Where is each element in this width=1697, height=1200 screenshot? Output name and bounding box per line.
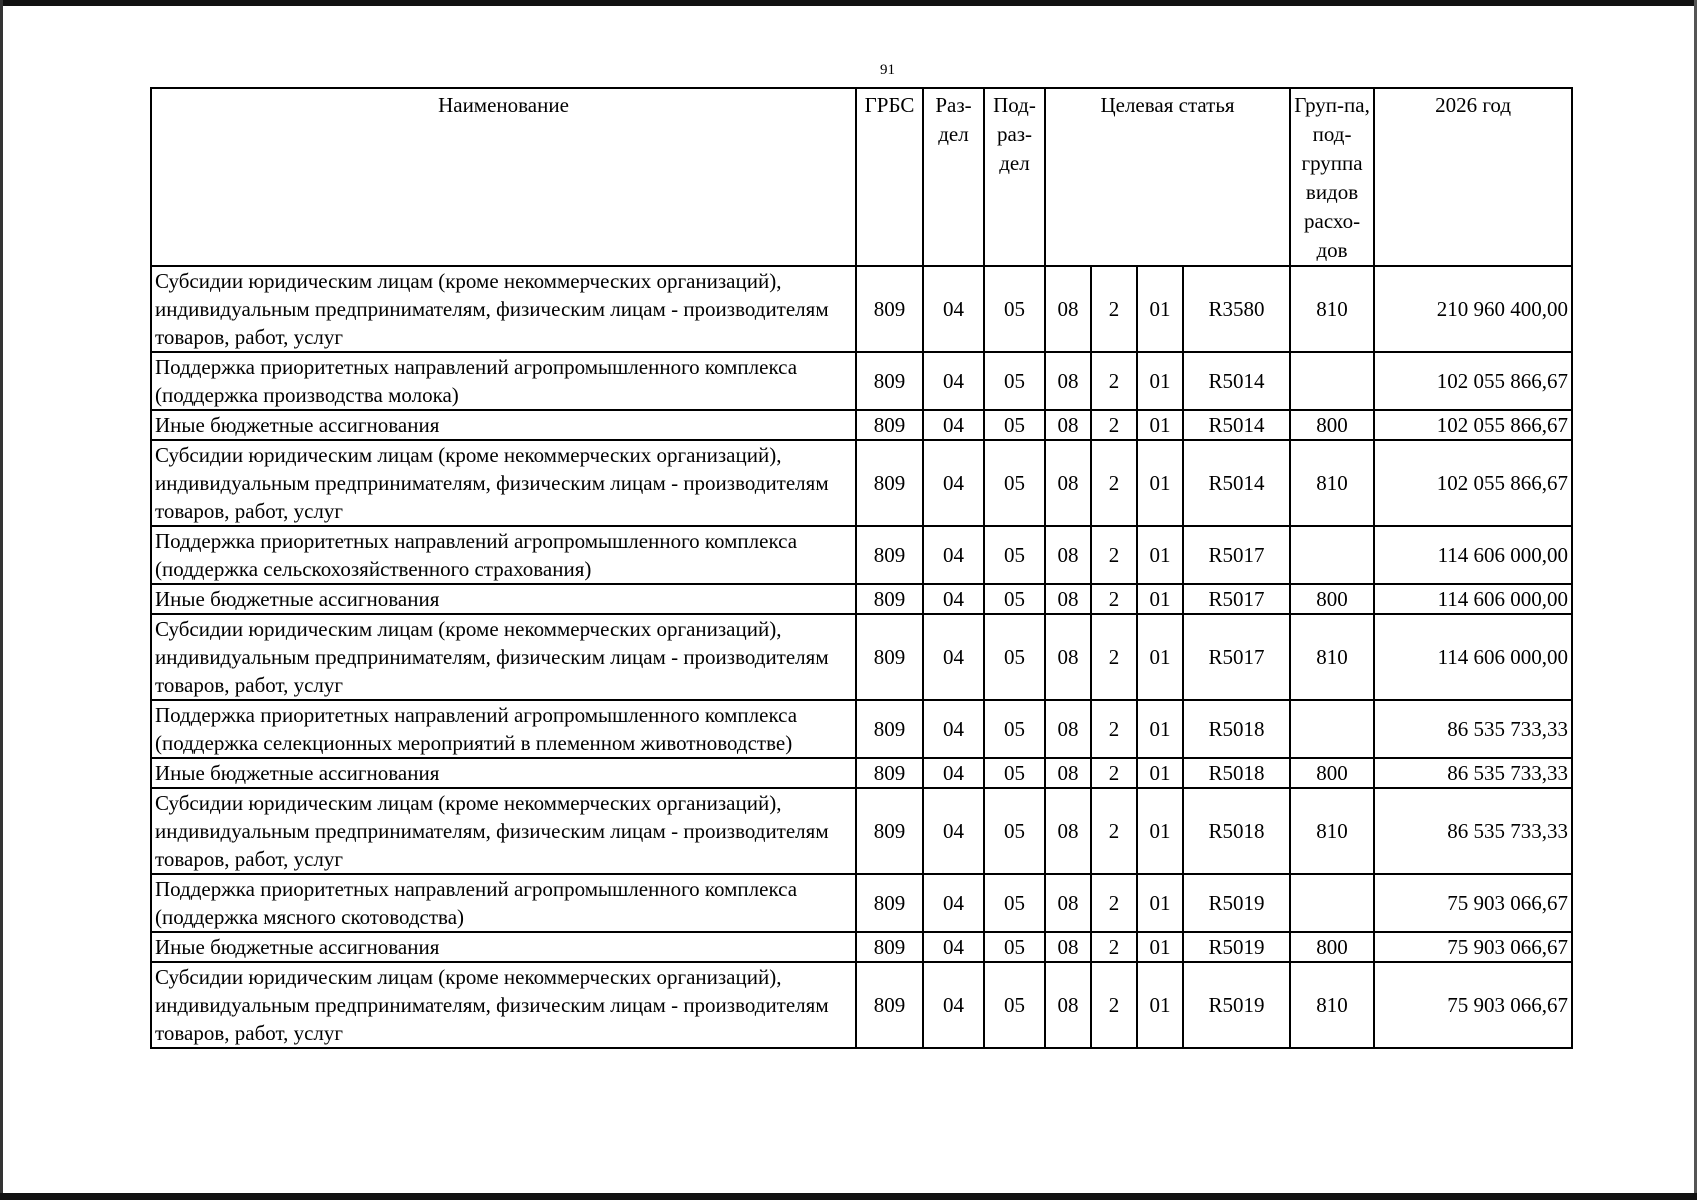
table-row	[151, 440, 1572, 526]
cell-grbs: 809	[856, 614, 923, 700]
cell-target-program: 08	[1045, 352, 1091, 410]
cell-grbs: 809	[856, 410, 923, 440]
cell-target-type: 2	[1091, 758, 1137, 788]
table-row	[151, 526, 1572, 584]
cell-target-program: 08	[1045, 758, 1091, 788]
cell-target-subprogram: 01	[1137, 440, 1183, 526]
cell-target-program: 08	[1045, 266, 1091, 352]
cell-grbs: 809	[856, 758, 923, 788]
cell-expense-group	[1290, 874, 1374, 932]
cell-grbs: 809	[856, 440, 923, 526]
budget-table	[150, 87, 1573, 1049]
table-row	[151, 700, 1572, 758]
cell-razdel: 04	[923, 266, 984, 352]
cell-name: Поддержка приоритетных направлений агропромышленного комплекса (поддержка селекционных мероприятий в племенном животноводстве)	[151, 700, 856, 758]
cell-target-type: 2	[1091, 788, 1137, 874]
cell-amount: 75 903 066,67	[1374, 932, 1572, 962]
cell-podrazdel: 05	[984, 410, 1045, 440]
cell-expense-group: 800	[1290, 758, 1374, 788]
cell-target-type: 2	[1091, 584, 1137, 614]
cell-amount: 114 606 000,00	[1374, 584, 1572, 614]
cell-podrazdel: 05	[984, 614, 1045, 700]
cell-podrazdel: 05	[984, 962, 1045, 1048]
scan-edge-left	[0, 0, 3, 1200]
cell-target-program: 08	[1045, 584, 1091, 614]
cell-target-subprogram: 01	[1137, 352, 1183, 410]
cell-name: Иные бюджетные ассигнования	[151, 758, 856, 788]
cell-expense-group	[1290, 700, 1374, 758]
cell-razdel: 04	[923, 700, 984, 758]
scan-edge-top	[0, 0, 1697, 6]
cell-amount: 114 606 000,00	[1374, 614, 1572, 700]
cell-expense-group: 810	[1290, 614, 1374, 700]
cell-target-subprogram: 01	[1137, 266, 1183, 352]
table-row	[151, 266, 1572, 352]
cell-target-code: R5019	[1183, 874, 1290, 932]
cell-target-subprogram: 01	[1137, 700, 1183, 758]
cell-target-type: 2	[1091, 932, 1137, 962]
cell-name: Субсидии юридическим лицам (кроме некоммерческих организаций), индивидуальным предпринимателям, физическим лицам - производителям товаров, работ, услуг	[151, 962, 856, 1048]
table-body	[151, 266, 1572, 1048]
scan-edge-bottom	[0, 1193, 1697, 1200]
cell-target-subprogram: 01	[1137, 932, 1183, 962]
cell-grbs: 809	[856, 788, 923, 874]
table-header-row	[151, 88, 1572, 266]
cell-target-code: R5018	[1183, 700, 1290, 758]
cell-expense-group	[1290, 352, 1374, 410]
cell-target-type: 2	[1091, 410, 1137, 440]
page-number: 91	[880, 62, 895, 78]
cell-name: Поддержка приоритетных направлений агропромышленного комплекса (поддержка сельскохозяйственного страхования)	[151, 526, 856, 584]
cell-expense-group: 800	[1290, 584, 1374, 614]
cell-target-subprogram: 01	[1137, 758, 1183, 788]
table-row	[151, 962, 1572, 1048]
cell-target-subprogram: 01	[1137, 614, 1183, 700]
cell-target-program: 08	[1045, 788, 1091, 874]
cell-podrazdel: 05	[984, 932, 1045, 962]
cell-expense-group: 810	[1290, 266, 1374, 352]
cell-razdel: 04	[923, 410, 984, 440]
cell-target-code: R5017	[1183, 526, 1290, 584]
cell-expense-group: 810	[1290, 788, 1374, 874]
cell-target-subprogram: 01	[1137, 962, 1183, 1048]
cell-razdel: 04	[923, 526, 984, 584]
cell-name: Субсидии юридическим лицам (кроме некоммерческих организаций), индивидуальным предпринимателям, физическим лицам - производителям товаров, работ, услуг	[151, 440, 856, 526]
cell-razdel: 04	[923, 932, 984, 962]
table-row	[151, 614, 1572, 700]
cell-name: Поддержка приоритетных направлений агропромышленного комплекса (поддержка мясного скотоводства)	[151, 874, 856, 932]
cell-amount: 86 535 733,33	[1374, 758, 1572, 788]
cell-target-program: 08	[1045, 440, 1091, 526]
cell-grbs: 809	[856, 700, 923, 758]
cell-expense-group: 800	[1290, 410, 1374, 440]
cell-amount: 210 960 400,00	[1374, 266, 1572, 352]
cell-amount: 114 606 000,00	[1374, 526, 1572, 584]
cell-name: Иные бюджетные ассигнования	[151, 932, 856, 962]
cell-podrazdel: 05	[984, 874, 1045, 932]
table-row	[151, 874, 1572, 932]
cell-name: Поддержка приоритетных направлений агропромышленного комплекса (поддержка производства молока)	[151, 352, 856, 410]
cell-amount: 86 535 733,33	[1374, 700, 1572, 758]
cell-podrazdel: 05	[984, 526, 1045, 584]
cell-target-program: 08	[1045, 874, 1091, 932]
cell-target-program: 08	[1045, 526, 1091, 584]
cell-name: Субсидии юридическим лицам (кроме некоммерческих организаций), индивидуальным предпринимателям, физическим лицам - производителям товаров, работ, услуг	[151, 614, 856, 700]
cell-grbs: 809	[856, 584, 923, 614]
cell-amount: 102 055 866,67	[1374, 410, 1572, 440]
cell-expense-group: 810	[1290, 962, 1374, 1048]
cell-name: Субсидии юридическим лицам (кроме некоммерческих организаций), индивидуальным предпринимателям, физическим лицам - производителям товаров, работ, услуг	[151, 788, 856, 874]
cell-razdel: 04	[923, 440, 984, 526]
table-row	[151, 758, 1572, 788]
table-row	[151, 788, 1572, 874]
cell-amount: 102 055 866,67	[1374, 440, 1572, 526]
cell-razdel: 04	[923, 758, 984, 788]
header-razdel: Раз-дел	[923, 88, 984, 266]
cell-amount: 86 535 733,33	[1374, 788, 1572, 874]
cell-amount: 102 055 866,67	[1374, 352, 1572, 410]
table-row	[151, 410, 1572, 440]
cell-target-code: R5014	[1183, 410, 1290, 440]
header-grbs: ГРБС	[856, 88, 923, 266]
cell-target-type: 2	[1091, 874, 1137, 932]
cell-podrazdel: 05	[984, 266, 1045, 352]
cell-razdel: 04	[923, 874, 984, 932]
cell-podrazdel: 05	[984, 788, 1045, 874]
header-podrazdel: Под-раз-дел	[984, 88, 1045, 266]
cell-podrazdel: 05	[984, 440, 1045, 526]
cell-target-subprogram: 01	[1137, 584, 1183, 614]
cell-target-program: 08	[1045, 962, 1091, 1048]
cell-target-subprogram: 01	[1137, 410, 1183, 440]
cell-target-type: 2	[1091, 526, 1137, 584]
cell-grbs: 809	[856, 962, 923, 1048]
table-row	[151, 584, 1572, 614]
cell-grbs: 809	[856, 352, 923, 410]
cell-target-subprogram: 01	[1137, 526, 1183, 584]
cell-expense-group: 800	[1290, 932, 1374, 962]
table-row	[151, 932, 1572, 962]
cell-target-code: R5014	[1183, 352, 1290, 410]
cell-grbs: 809	[856, 266, 923, 352]
header-target-article: Целевая статья	[1045, 88, 1290, 266]
cell-target-program: 08	[1045, 410, 1091, 440]
cell-podrazdel: 05	[984, 758, 1045, 788]
cell-razdel: 04	[923, 962, 984, 1048]
header-year-2026: 2026 год	[1374, 88, 1572, 266]
cell-target-code: R3580	[1183, 266, 1290, 352]
cell-target-code: R5018	[1183, 788, 1290, 874]
cell-target-code: R5019	[1183, 962, 1290, 1048]
cell-target-type: 2	[1091, 440, 1137, 526]
header-expense-group: Груп-па, под-группа видов расхо-дов	[1290, 88, 1374, 266]
table-row	[151, 352, 1572, 410]
cell-target-code: R5019	[1183, 932, 1290, 962]
cell-grbs: 809	[856, 526, 923, 584]
cell-target-subprogram: 01	[1137, 788, 1183, 874]
cell-name: Иные бюджетные ассигнования	[151, 410, 856, 440]
cell-razdel: 04	[923, 584, 984, 614]
cell-target-code: R5017	[1183, 584, 1290, 614]
cell-target-program: 08	[1045, 700, 1091, 758]
cell-podrazdel: 05	[984, 352, 1045, 410]
cell-razdel: 04	[923, 352, 984, 410]
header-name: Наименование	[151, 88, 856, 266]
cell-amount: 75 903 066,67	[1374, 962, 1572, 1048]
cell-target-type: 2	[1091, 352, 1137, 410]
cell-target-type: 2	[1091, 700, 1137, 758]
cell-target-code: R5018	[1183, 758, 1290, 788]
cell-expense-group	[1290, 526, 1374, 584]
cell-name: Иные бюджетные ассигнования	[151, 584, 856, 614]
cell-target-type: 2	[1091, 266, 1137, 352]
cell-name: Субсидии юридическим лицам (кроме некоммерческих организаций), индивидуальным предпринимателям, физическим лицам - производителям товаров, работ, услуг	[151, 266, 856, 352]
cell-target-code: R5014	[1183, 440, 1290, 526]
cell-podrazdel: 05	[984, 584, 1045, 614]
cell-target-type: 2	[1091, 962, 1137, 1048]
cell-grbs: 809	[856, 932, 923, 962]
cell-razdel: 04	[923, 614, 984, 700]
cell-podrazdel: 05	[984, 700, 1045, 758]
cell-razdel: 04	[923, 788, 984, 874]
cell-grbs: 809	[856, 874, 923, 932]
cell-target-program: 08	[1045, 932, 1091, 962]
cell-target-type: 2	[1091, 614, 1137, 700]
cell-target-program: 08	[1045, 614, 1091, 700]
cell-target-subprogram: 01	[1137, 874, 1183, 932]
cell-target-code: R5017	[1183, 614, 1290, 700]
cell-expense-group: 810	[1290, 440, 1374, 526]
cell-amount: 75 903 066,67	[1374, 874, 1572, 932]
